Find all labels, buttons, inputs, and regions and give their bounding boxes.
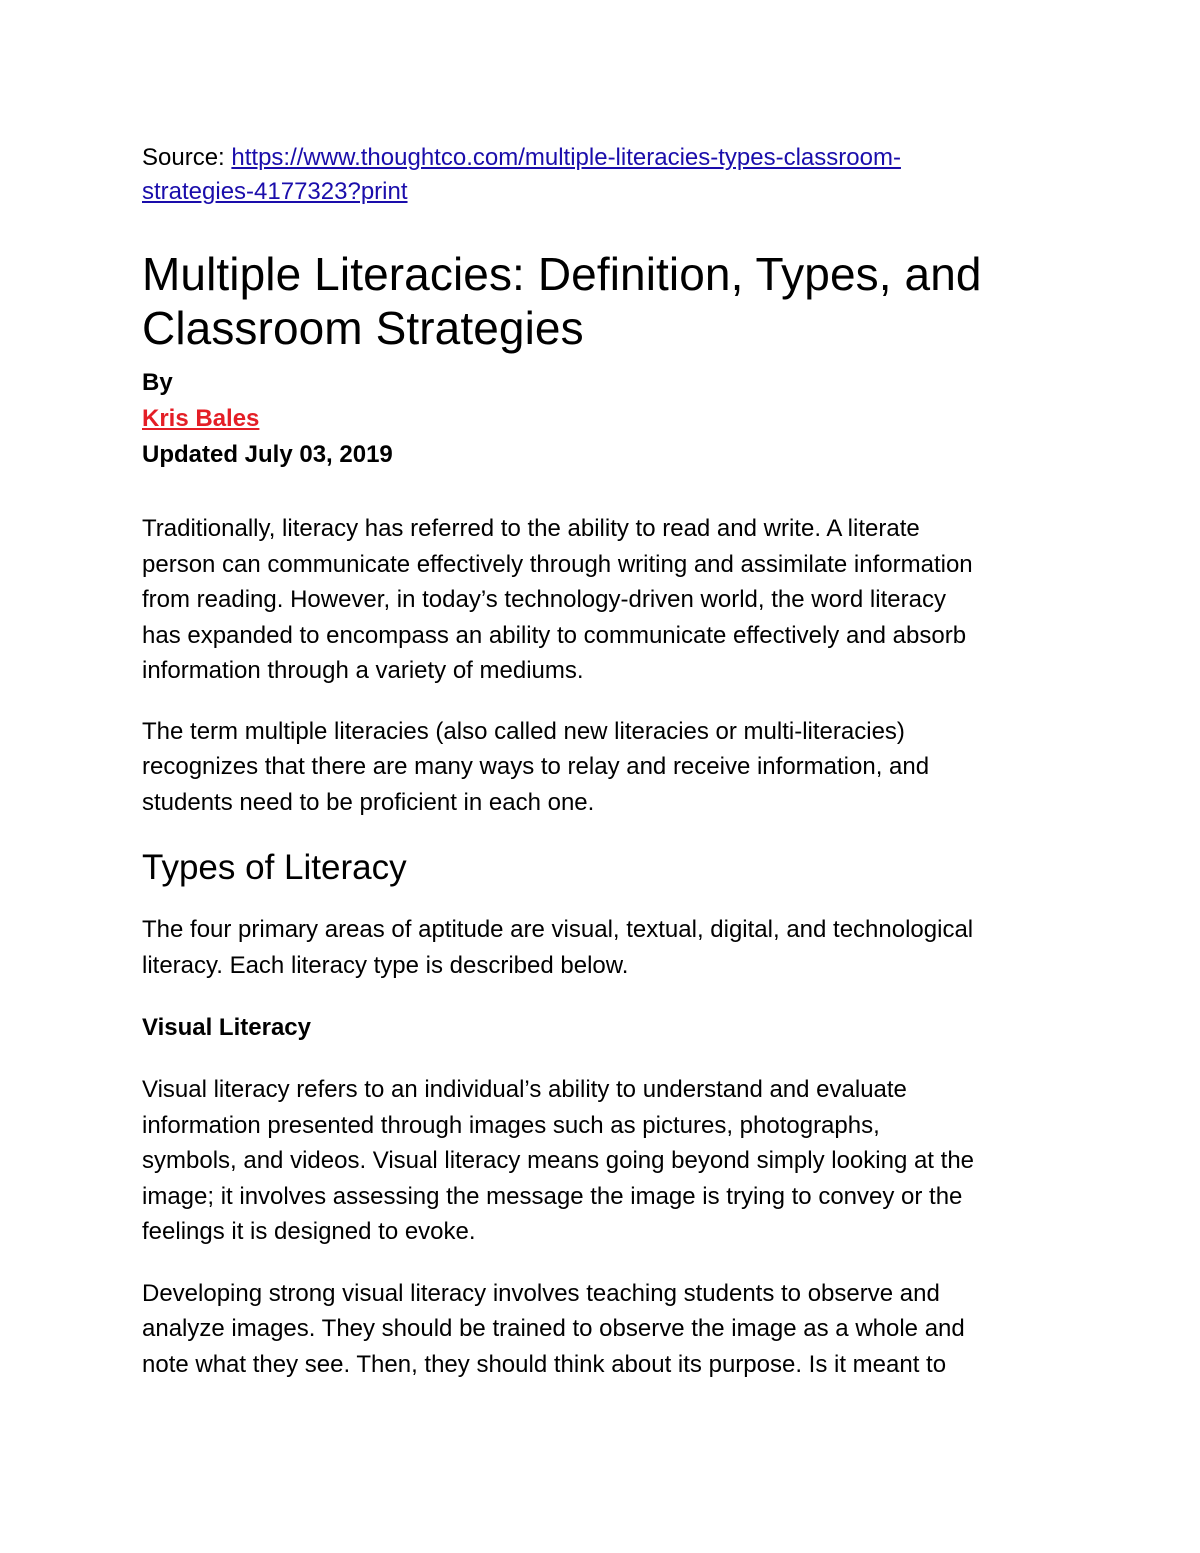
- article-title: [142, 247, 1072, 355]
- source-url-link[interactable]: [142, 144, 901, 205]
- text-line: The term multiple literacies (also called new literacies or multi-literacies): [142, 717, 905, 745]
- text-line: analyze images. They should be trained to observe the image as a whole and: [142, 1315, 965, 1342]
- text-line: note what they see. Then, they should think about its purpose. Is it meant to: [142, 1350, 947, 1378]
- text-line: Visual literacy refers to an individual’s ability to understand and evaluate: [142, 1076, 907, 1103]
- text-line: Developing strong visual literacy involves teaching students to observe and: [142, 1279, 940, 1307]
- types-intro-paragraph: [142, 912, 1072, 983]
- source-label: Source:: [142, 144, 232, 171]
- article-title-line-1: Multiple Literacies: Definition, Types, and: [142, 248, 982, 300]
- intro-paragraph-2: [142, 714, 1072, 821]
- text-line: image; it involves assessing the message the image is trying to convey or the: [142, 1182, 963, 1210]
- text-line: has expanded to encompass an ability to communicate effectively and absorb: [142, 621, 967, 649]
- text-line: Traditionally, literacy has referred to the ability to read and write. A literate: [142, 515, 920, 542]
- subheading-visual-literacy: Visual Literacy: [142, 1014, 311, 1041]
- article-title-line-2: Classroom Strategies: [142, 302, 584, 354]
- text-line: from reading. However, in today’s technology-driven world, the word literacy: [142, 586, 946, 613]
- author-link[interactable]: Kris Bales: [142, 405, 260, 432]
- intro-paragraph-1: [142, 511, 1072, 689]
- text-line: information presented through images such as pictures, photographs,: [142, 1111, 880, 1139]
- text-line: feelings it is designed to evoke.: [142, 1218, 476, 1245]
- source-url-line-2: strategies-4177323?print: [142, 178, 408, 205]
- text-line: recognizes that there are many ways to relay and receive information, and: [142, 753, 930, 780]
- text-line: The four primary areas of aptitude are visual, textual, digital, and technological: [142, 916, 974, 943]
- visual-paragraph-1: [142, 1072, 1072, 1250]
- document-page: [142, 141, 1072, 1382]
- text-line: students need to be proficient in each one.: [142, 788, 595, 816]
- text-line: literacy. Each literacy type is described below.: [142, 951, 629, 979]
- section-heading-types: Types of Literacy: [142, 848, 407, 887]
- text-line: person can communicate effectively through writing and assimilate information: [142, 550, 973, 578]
- byline-label: By: [142, 369, 173, 396]
- text-line: information through a variety of mediums.: [142, 657, 584, 684]
- text-line: symbols, and videos. Visual literacy means going beyond simply looking at the: [142, 1147, 975, 1174]
- source-url-line-1: https://www.thoughtco.com/multiple-literacies-types-classroom-: [231, 144, 901, 171]
- updated-date: Updated July 03, 2019: [142, 441, 393, 468]
- visual-paragraph-2: [142, 1276, 1072, 1383]
- source-line: [142, 141, 1072, 209]
